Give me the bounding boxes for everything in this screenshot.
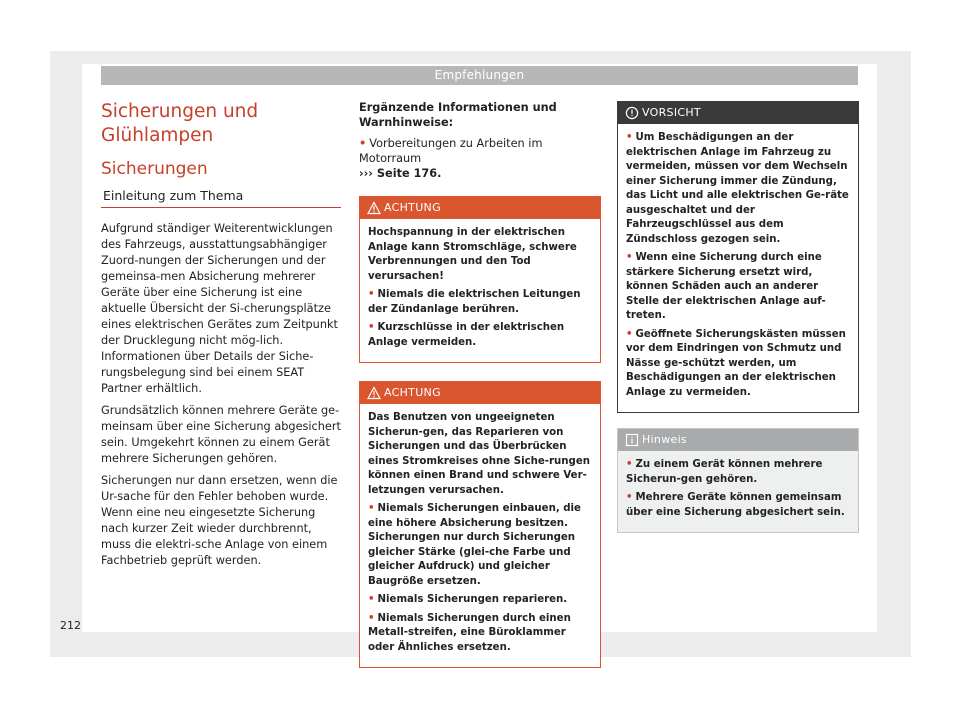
info-heading: Ergänzende Informationen und Warnhinweise: bbox=[359, 101, 557, 129]
list-item: • Kurzschlüsse in der elektrischen Anlage vermeiden. bbox=[368, 322, 565, 348]
hinweis-label: Hinweis bbox=[642, 433, 687, 446]
info-icon bbox=[625, 433, 639, 447]
vorsicht-box bbox=[617, 101, 859, 413]
warning-triangle-icon bbox=[367, 201, 381, 215]
hinweis-header bbox=[618, 429, 858, 451]
achtung-label: ACHTUNG bbox=[384, 386, 441, 399]
list-item: • Niemals Sicherungen einbauen, die eine höhere Absicherung besitzen. Sicherungen nur durch Sicherungen gleicher Stärke (glei-che Farbe und gleicher Aufdruck) und gleicher Baugröße ersetzen. bbox=[368, 503, 581, 587]
achtung-box-2 bbox=[359, 381, 601, 668]
middle-column bbox=[359, 100, 601, 668]
achtung-box bbox=[359, 196, 601, 363]
paragraph: Aufgrund ständiger Weiterentwicklungen des Fahrzeugs, ausstattungsabhängiger Zuord-nungen der Sicherungen und der gemeinsa-men Absicherung mehrerer Geräte über eine Sicherung ist eine aktuelle Übersicht der Si-cherungsplätze eines elektrischen Gerätes zum Zeitpunkt der Drucklegung nicht mög-lich. Informationen über Details der Siche-rungsbelegung sind bei einem SEAT Partner erhältlich. bbox=[101, 222, 338, 395]
vorsicht-label: VORSICHT bbox=[642, 106, 701, 119]
achtung-body bbox=[360, 219, 600, 362]
bullet-icon: • bbox=[626, 328, 633, 340]
bullet-icon: • bbox=[626, 459, 633, 470]
right-column bbox=[617, 101, 859, 533]
list-item: • Mehrere Geräte können gemeinsam über eine Sicherung abgesichert sein. bbox=[626, 492, 845, 518]
bullet-icon: • bbox=[368, 322, 375, 333]
achtung-body bbox=[360, 404, 600, 667]
list-item: • Um Beschädigungen an der elektrischen Anlage im Fahrzeug zu vermeiden, müssen vor dem Wechseln einer Sicherung immer die Zündung, das Licht und alle elektrischen Ge-räte ausgeschaltet und der Fahrzeugschlüssel aus dem Zündschloss gezogen sein. bbox=[626, 132, 849, 245]
bullet-icon: • bbox=[626, 492, 633, 503]
list-item: • Geöffnete Sicherungskästen müssen vor dem Eindringen von Schmutz und Nässe ge-schützt werden, um Beschädigungen an der elektrischen Anlage zu vermeiden. bbox=[626, 328, 846, 398]
list-item: • Niemals Sicherungen durch einen Metall-streifen, eine Büroklammer oder Ähnliches ersetzen. bbox=[368, 612, 571, 653]
bullet-icon: • bbox=[368, 503, 375, 514]
hinweis-body bbox=[618, 451, 858, 532]
chapter-title-line2: Glühlampen bbox=[101, 125, 214, 146]
vorsicht-header bbox=[618, 102, 858, 124]
bullet-icon: • bbox=[626, 132, 633, 143]
bullet-icon: • bbox=[368, 594, 375, 605]
achtung-header bbox=[360, 197, 600, 219]
achtung-header bbox=[360, 382, 600, 404]
page-number: 212 bbox=[60, 619, 81, 632]
paragraph: Grundsätzlich können mehrere Geräte ge-meinsam über eine Sicherung abgesichert sein. Umgekehrt können zu einem Gerät mehrere Sicherungen gehören. bbox=[101, 404, 341, 465]
list-item: • Niemals Sicherungen reparieren. bbox=[368, 594, 568, 605]
exclamation-circle-icon bbox=[625, 106, 639, 120]
page-reference-link[interactable]: ››› Seite 176. bbox=[359, 167, 442, 180]
section-title: Sicherungen bbox=[101, 159, 208, 179]
paragraph: Sicherungen nur dann ersetzen, wenn die Ur-sache für den Fehler behoben wurde. Wenn eine neu eingesetzte Sicherung nach kurzer Zeit wieder durchbrennt, muss die elektri-sche Anlage von einem Fachbetrieb geprüft werden. bbox=[101, 474, 338, 567]
chapter-title-line1: Sicherungen und bbox=[101, 101, 259, 122]
bullet-icon: • bbox=[626, 252, 633, 263]
section-header: Empfehlungen bbox=[101, 66, 858, 85]
list-item: • Wenn eine Sicherung durch eine stärkere Sicherung ersetzt wird, können Schäden auch an anderer Stelle der elektrischen Anlage auf-treten. bbox=[626, 252, 826, 321]
warning-triangle-icon bbox=[367, 386, 381, 400]
bullet-icon: • bbox=[359, 137, 367, 150]
vorsicht-body bbox=[618, 124, 858, 412]
intro-text bbox=[101, 221, 341, 569]
info-bullet: • Vorbereitungen zu Arbeiten im Motorraum ››› Seite 176. bbox=[359, 137, 543, 180]
list-item: • Zu einem Gerät können mehrere Sicherun-gen gehören. bbox=[626, 459, 823, 485]
bullet-icon: • bbox=[368, 612, 375, 624]
list-item: • Niemals die elektrischen Leitungen der Zündanlage berühren. bbox=[368, 289, 581, 315]
achtung-intro: Hochspannung in der elektrischen Anlage kann Stromschläge, schwere Verbrennungen und den Tod verursachen! bbox=[368, 227, 577, 282]
hinweis-box bbox=[617, 428, 859, 533]
left-column bbox=[101, 100, 341, 575]
achtung-label: ACHTUNG bbox=[384, 201, 441, 214]
chapter-title bbox=[101, 100, 341, 148]
bullet-icon: • bbox=[368, 289, 375, 300]
achtung-intro: Das Benutzen von ungeeigneten Sicherun-gen, das Reparieren von Sicherungen und das Überbrücken eines Stromkreises ohne Siche-rungen können einen Brand und schwere Ver-letzungen verursachen. bbox=[368, 412, 591, 496]
subsection-title: Einleitung zum Thema bbox=[101, 185, 341, 208]
